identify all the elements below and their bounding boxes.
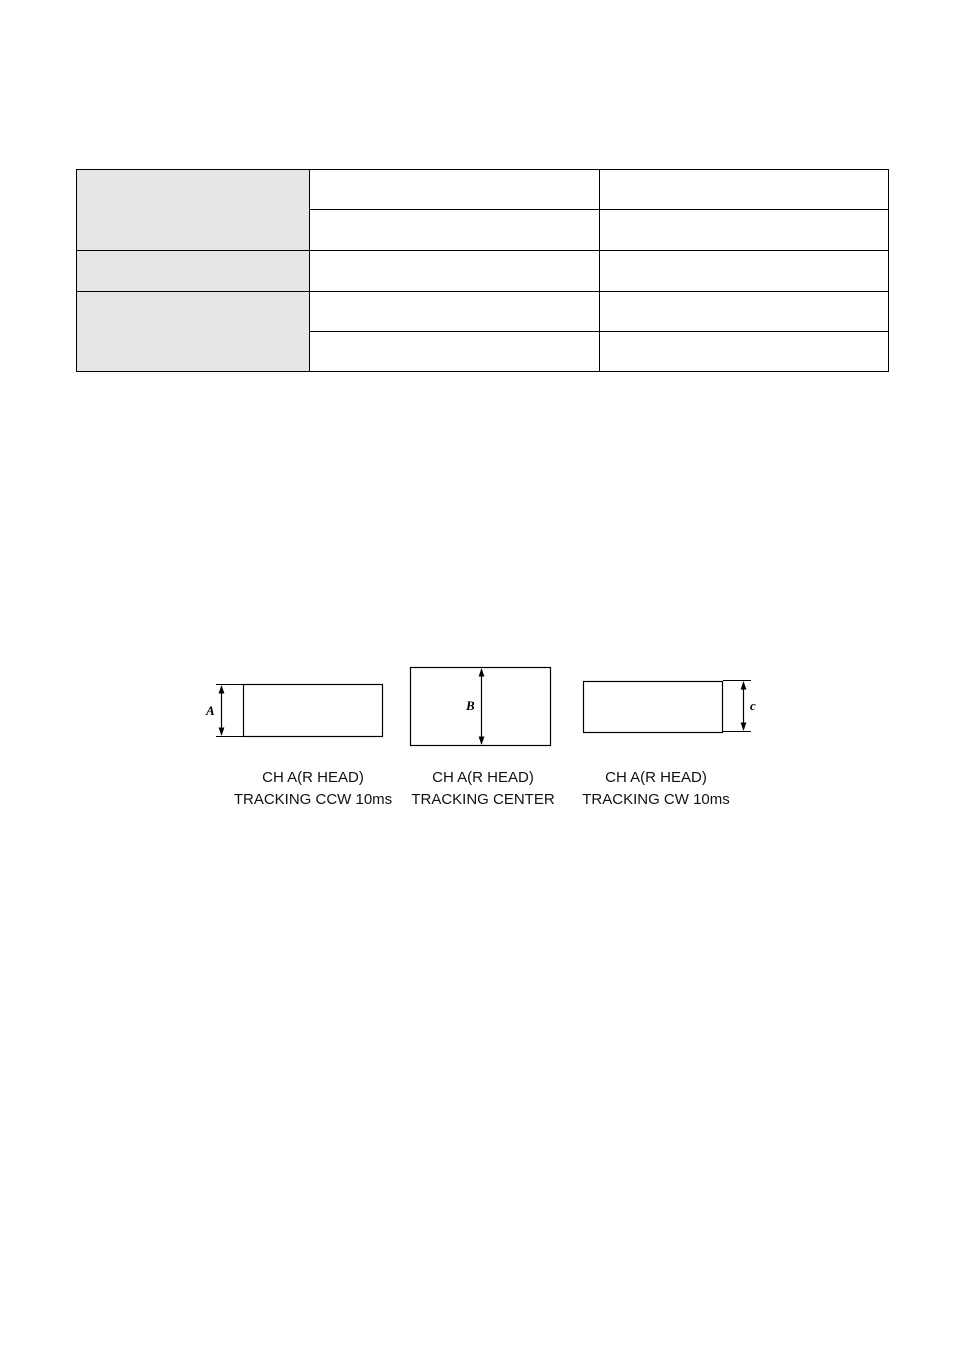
envelope-box-cw (584, 682, 723, 733)
panel-tracking-ccw (205, 685, 392, 809)
caption-center-line1: CH A(R HEAD) (432, 769, 534, 786)
dimension-label-c: c (750, 698, 756, 713)
caption-cw-line1: CH A(R HEAD) (605, 769, 707, 786)
caption-ccw-line1: CH A(R HEAD) (262, 769, 364, 786)
dimension-label-a: A (206, 703, 215, 718)
caption-cw-line2: TRACKING CW 10ms (582, 791, 730, 808)
caption-ccw-line2: TRACKING CCW 10ms (233, 791, 393, 808)
envelope-box-ccw (244, 685, 383, 737)
caption-center-line2: TRACKING CENTER (411, 791, 555, 808)
envelope-box-center (411, 668, 551, 746)
dimension-label-b: B (466, 698, 475, 713)
panel-tracking-center (411, 668, 555, 809)
panel-tracking-cw (582, 681, 756, 809)
